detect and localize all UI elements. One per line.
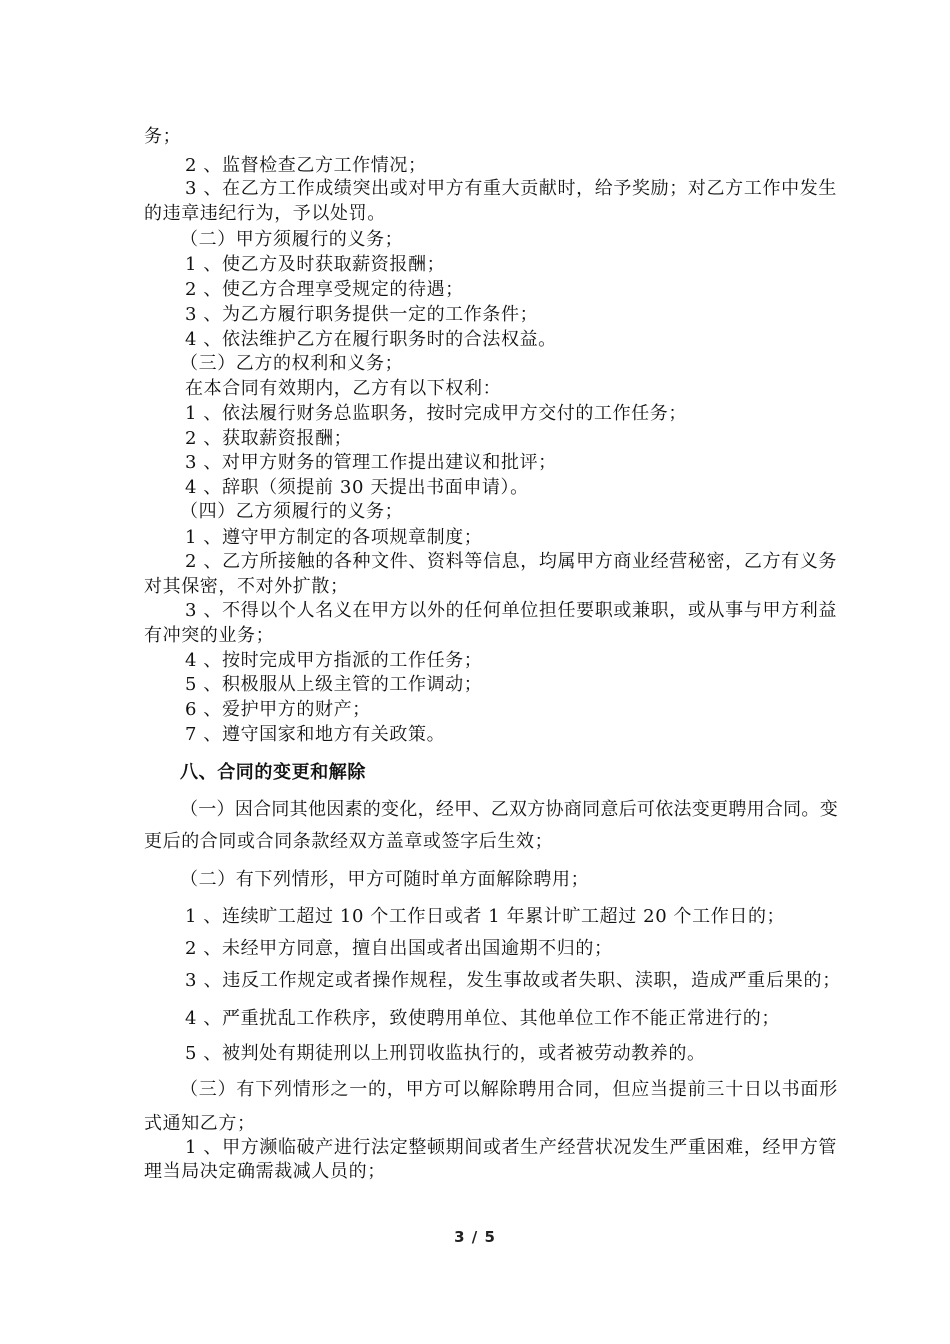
text-line: 5 、被判处有期徒刑以上刑罚收监执行的，或者被劳动教养的。: [185, 1043, 706, 1064]
text-line: 2 、使乙方合理享受规定的待遇；: [185, 279, 464, 300]
text-line: 4 、按时完成甲方指派的工作任务；: [185, 650, 483, 671]
page-number: 3 / 5: [454, 1228, 496, 1246]
text-line: 2 、乙方所接触的各种文件、资料等信息，均属甲方商业经营秘密，乙方有义务: [185, 551, 837, 572]
text-line: 7 、遵守国家和地方有关政策。: [185, 724, 446, 745]
text-line: （二）有下列情形，甲方可随时单方面解除聘用；: [180, 869, 590, 890]
text-line: 式通知乙方；: [144, 1113, 256, 1134]
text-line: （二）甲方须履行的义务；: [180, 229, 404, 250]
text-line: 5 、积极服从上级主管的工作调动；: [185, 674, 483, 695]
text-line: 3 、对甲方财务的管理工作提出建议和批评；: [185, 452, 557, 473]
text-line: 2 、未经甲方同意，擅自出国或者出国逾期不归的；: [185, 938, 613, 959]
text-line: 1 、使乙方及时获取薪资报酬；: [185, 254, 446, 275]
text-line: 3 、在乙方工作成绩突出或对甲方有重大贡献时，给予奖励；对乙方工作中发生: [185, 178, 837, 199]
text-line: 6 、爱护甲方的财产；: [185, 699, 371, 720]
text-line: （三）有下列情形之一的，甲方可以解除聘用合同，但应当提前三十日以书面形: [180, 1079, 838, 1100]
section-heading: 八、合同的变更和解除: [180, 762, 366, 783]
text-line: 1 、甲方濒临破产进行法定整顿期间或者生产经营状况发生严重困难，经甲方管: [185, 1137, 837, 1158]
text-line: 在本合同有效期内，乙方有以下权利：: [185, 378, 502, 399]
text-line: 理当局决定确需裁减人员的；: [144, 1161, 386, 1182]
text-line: 1 、依法履行财务总监职务，按时完成甲方交付的工作任务；: [185, 403, 687, 424]
text-line: 1 、遵守甲方制定的各项规章制度；: [185, 527, 483, 548]
text-line: 务；: [144, 126, 182, 147]
text-line: （四）乙方须履行的义务；: [180, 501, 404, 522]
text-line: （一）因合同其他因素的变化，经甲、乙双方协商同意后可依法变更聘用合同。变: [180, 799, 838, 820]
text-line: （三）乙方的权利和义务；: [180, 353, 404, 374]
text-line: 对其保密，不对外扩散；: [144, 576, 349, 597]
text-line: 2 、监督检查乙方工作情况；: [185, 155, 427, 176]
text-line: 有冲突的业务；: [144, 625, 275, 646]
text-line: 的违章违纪行为，予以处罚。: [144, 203, 386, 224]
text-line: 3 、不得以个人名义在甲方以外的任何单位担任要职或兼职，或从事与甲方利益: [185, 600, 837, 621]
text-line: 3 、为乙方履行职务提供一定的工作条件；: [185, 304, 539, 325]
text-line: 4 、依法维护乙方在履行职务时的合法权益。: [185, 329, 557, 350]
text-line: 更后的合同或合同条款经双方盖章或签字后生效；: [144, 831, 554, 852]
text-line: 1 、连续旷工超过 10 个工作日或者 1 年累计旷工超过 20 个工作日的；: [185, 906, 786, 927]
text-line: 4 、辞职（须提前 30 天提出书面申请）。: [185, 477, 529, 498]
text-line: 2 、获取薪资报酬；: [185, 428, 353, 449]
text-line: 4 、严重扰乱工作秩序，致使聘用单位、其他单位工作不能正常进行的；: [185, 1008, 780, 1029]
text-line: 3 、违反工作规定或者操作规程，发生事故或者失职、渎职，造成严重后果的；: [185, 970, 841, 991]
